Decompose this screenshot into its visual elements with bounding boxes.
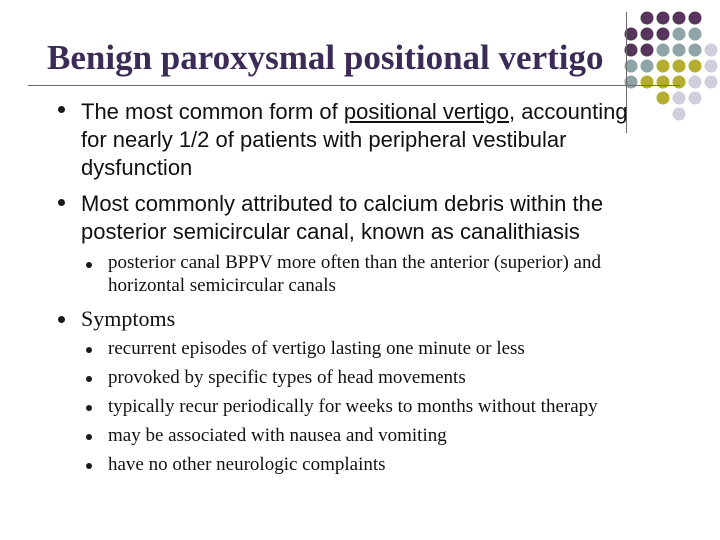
bullet-1-text-suffix: , accounting <box>508 99 628 124</box>
symptom-item: may be associated with nausea and vomiting <box>108 425 447 446</box>
sub-bullet-marker <box>86 262 92 268</box>
bullet-1-text-prefix: The most common form of <box>81 99 344 124</box>
sub-bullet-marker <box>86 463 92 469</box>
bullet-1-line-3: dysfunction <box>81 155 193 180</box>
sub-bullet-marker <box>86 376 92 382</box>
sub-bullet-marker <box>86 434 92 440</box>
symptom-item: recurrent episodes of vertigo lasting one minute or less <box>108 338 525 359</box>
bullet-marker <box>58 106 65 113</box>
sub-bullet-marker <box>86 405 92 411</box>
positional-vertigo-link[interactable]: positional vertigo <box>343 99 509 124</box>
bullet-2-sub-1-line-2: horizontal semicircular canals <box>108 275 336 296</box>
bullet-marker <box>58 199 65 206</box>
symptom-item: typically recur periodically for weeks to months without therapy <box>108 396 598 417</box>
bullet-1-line-1 <box>81 99 628 125</box>
sub-bullet-marker <box>86 347 92 353</box>
slide-title: Benign paroxysmal positional vertigo <box>47 38 604 77</box>
bullet-2-line-2: posterior semicircular canal, known as canalithiasis <box>81 219 580 244</box>
symptom-item: have no other neurologic complaints <box>108 454 386 475</box>
symptom-item: provoked by specific types of head movements <box>108 367 466 388</box>
bullet-marker <box>58 316 65 323</box>
bullet-2-line-1: Most commonly attributed to calcium debris within the <box>81 191 604 216</box>
bullet-3-heading: Symptoms <box>81 306 176 331</box>
bullet-1-line-2: for nearly 1/2 of patients with peripheral vestibular <box>81 127 567 152</box>
bullet-2-sub-1-line-1: posterior canal BPPV more often than the anterior (superior) and <box>108 252 601 273</box>
